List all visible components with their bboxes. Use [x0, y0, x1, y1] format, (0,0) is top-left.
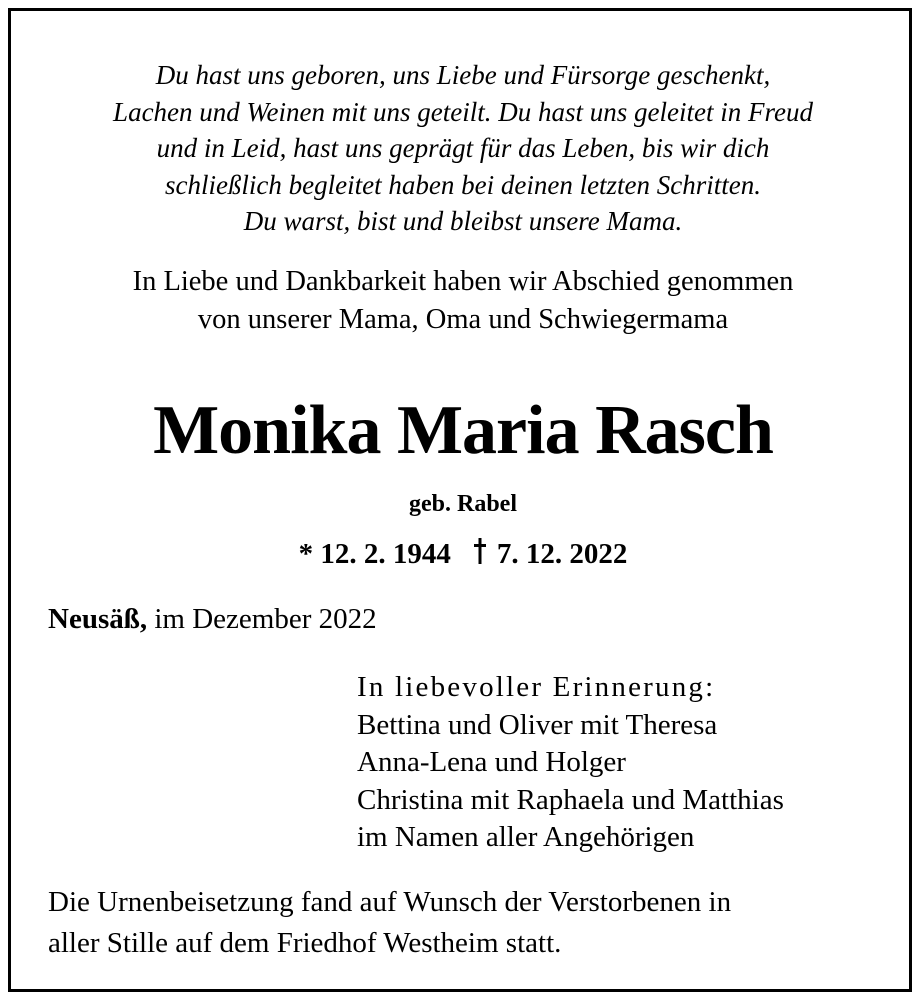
place-and-date — [48, 601, 377, 637]
obituary-notice — [8, 8, 912, 992]
mourners-lead: In liebevoller Erinnerung: — [357, 671, 716, 703]
farewell-intro — [11, 263, 915, 339]
mourner-line: Anna-Lena und Holger — [357, 746, 626, 778]
mourners-block — [357, 669, 784, 857]
memorial-poem — [11, 57, 915, 240]
intro-line: von unserer Mama, Oma und Schwiegermama — [197, 304, 729, 335]
poem-line: Lachen und Weinen mit uns geteilt. Du hast uns geleitet in Freud — [113, 96, 813, 127]
poem-line: schließlich begleitet haben bei deinen letzten Schritten. — [164, 169, 762, 200]
intro-line: In Liebe und Dankbarkeit haben wir Abschied genommen — [132, 266, 794, 297]
place-date: im Dezember 2022 — [154, 603, 377, 635]
burial-note-line: aller Stille auf dem Friedhof Westheim statt. — [48, 927, 562, 959]
mourner-line: Christina mit Raphaela und Matthias — [357, 783, 784, 816]
birth-date: * 12. 2. 1944 — [298, 538, 451, 570]
life-dates — [11, 536, 915, 574]
birth-name: geb. Rabel — [409, 491, 517, 517]
burial-note — [48, 882, 731, 964]
burial-note-line: Die Urnenbeisetzung fand auf Wunsch der Verstorbenen in — [48, 886, 732, 918]
cross-icon — [473, 537, 487, 574]
deceased-name: Monika Maria Rasch — [153, 392, 773, 469]
poem-line: Du warst, bist und bleibst unsere Mama. — [243, 206, 683, 237]
mourner-line: im Namen aller Angehörigen — [357, 821, 695, 853]
mourner-line: Bettina und Oliver mit Theresa — [357, 708, 718, 741]
death-date: 7. 12. 2022 — [496, 538, 628, 570]
poem-line: Du hast uns geboren, uns Liebe und Fürsorge geschenkt, — [155, 60, 771, 90]
poem-line: und in Leid, hast uns geprägt für das Leben, bis wir dich — [156, 133, 770, 164]
place-town: Neusäß, — [48, 603, 148, 635]
